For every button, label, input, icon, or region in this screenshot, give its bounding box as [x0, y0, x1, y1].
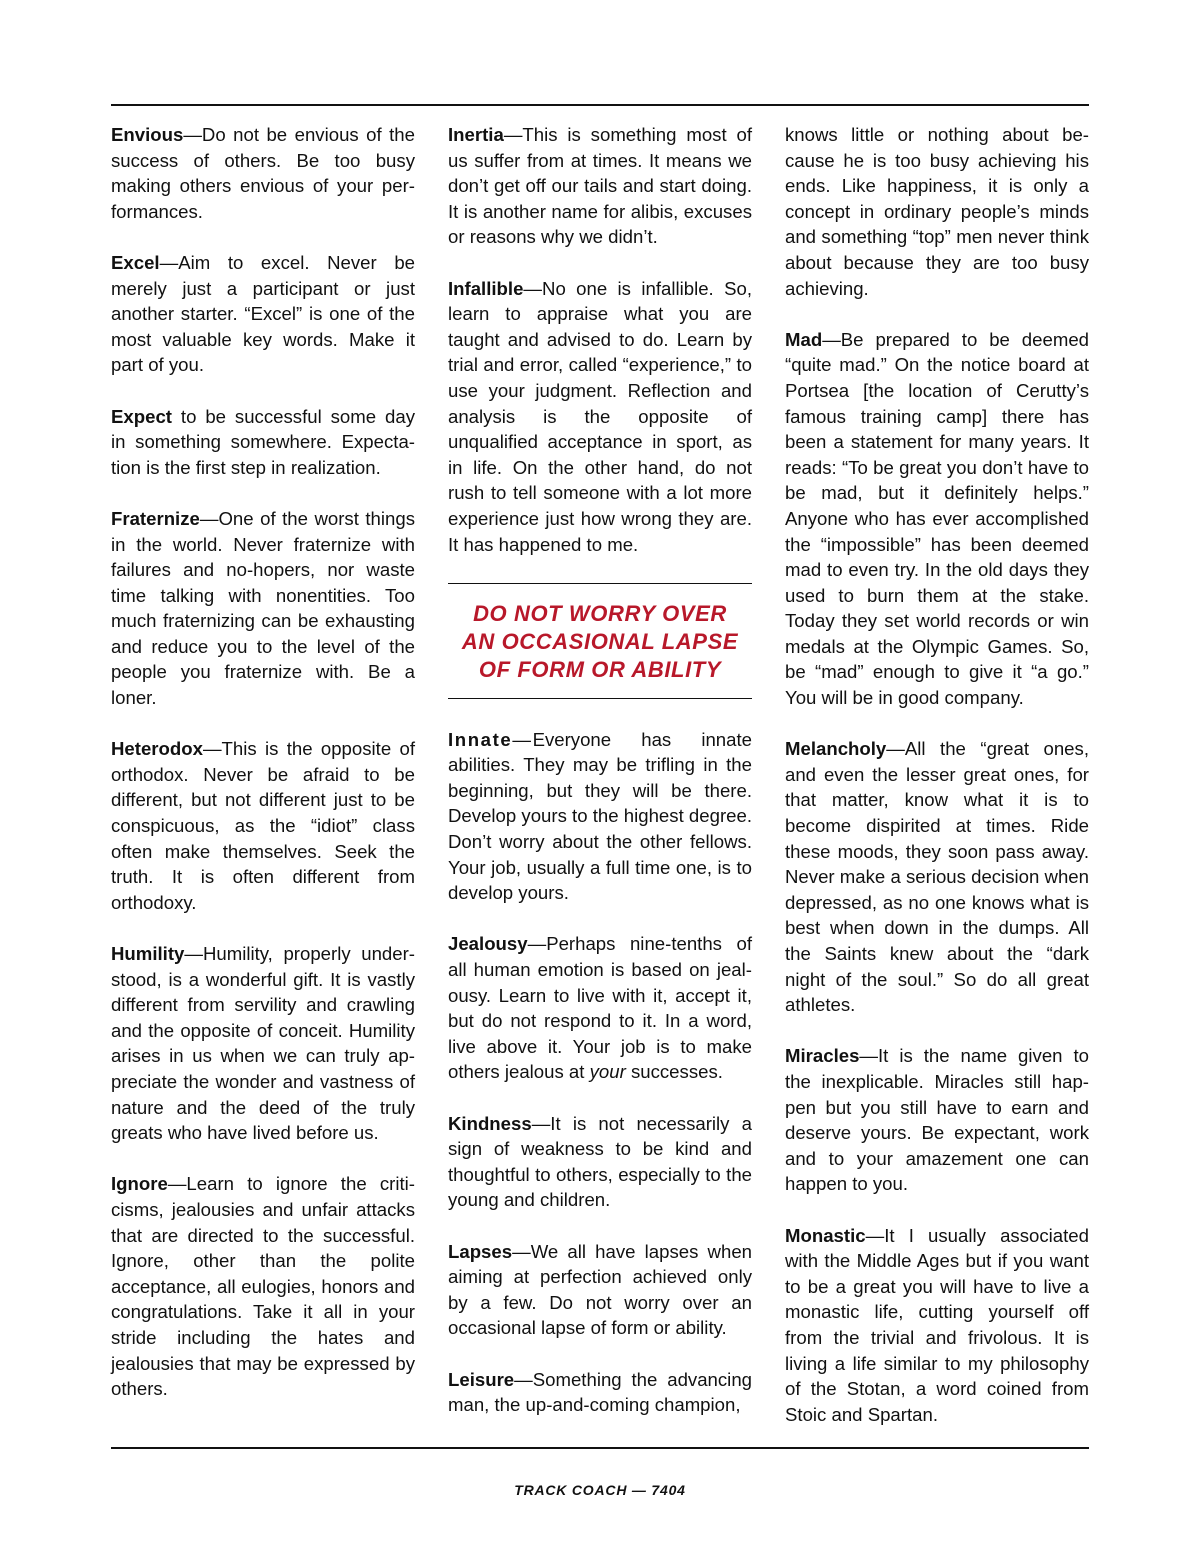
entry-expect: Expect to be successful some day in something somewhere. Expectation is the first step in realization.: [111, 405, 415, 478]
entry-excel: Excel—Aim to excel. Never be merely just a participant or just another starter. “Excel” is one of the most valuable key words. Make it part of you.: [111, 251, 415, 376]
entry-innate: Innate—Everyone has innate abilities. They may be trifling in the beginning, but they will be there. Develop yours to the highest degree. Don’t worry about the other fellows. Your job, usually a full time one, is to develop yours.: [448, 728, 752, 904]
pull-quote-line-2: AN OCCASIONAL LAPSE: [461, 628, 739, 654]
entry-humility: Humility—Humility, properly understood, is a wonderful gift. It is vastly different from servility and crawling and the opposite of conceit. Humility arises in us when we can truly appreciate the wonder and vastness of nature and the deed of the truly greats who have lived before us.: [111, 943, 415, 1144]
page-footer: TRACK COACH — 7404: [514, 1482, 686, 1498]
pull-quote: [448, 583, 752, 699]
entry-mad: Mad—Be prepared to be deemed “quite mad.” On the notice board at Portsea [the location of Cerutty’s famous training camp] there has been a statement for many years. It reads: “To be great you don’t have to be mad, but it definitely helps.” Anyone who has ever accomplished the “impossible” has been deemed mad to even try. In the old days they used to burn them at the stake. Today they set world records or win medals at the Olympic Games. So, be “mad” enough to give it “a go.” You will be in good company.: [785, 328, 1089, 709]
column-2: [448, 122, 752, 1418]
entry-envious: Envious—Do not be envious of the success of others. Be too busy making others envious of your performances.: [111, 124, 415, 222]
bottom-rule: [111, 1447, 1089, 1449]
entry-monastic: Monastic—It I usually associated with the Middle Ages but if you want to be a great you will have to live a monastic life, cutting yourself off from the trivial and frivolous. It is living a life similar to my philosophy of the Stotan, a word coined from Stoic and Spartan.: [785, 1224, 1089, 1425]
pull-quote-line-3: OF FORM OR ABILITY: [478, 656, 722, 682]
column-3: [785, 122, 1089, 1427]
entry-lapses: Lapses—We all have lapses when aiming at perfection achieved only by a few. Do not worry over an occasional lapse of form or ability.: [448, 1240, 752, 1339]
entry-leisure: Leisure—Something the advancing man, the up-and-coming champion,: [448, 1368, 752, 1416]
entry-melancholy: Melancholy—All the “great ones, and even the lesser great ones, for that matter, know what it is to become dispirited at times. Ride these moods, they soon pass away. Never make a serious decision when depressed, as no one knows what is best when down in the dumps. All the Saints knew about the “dark night of the soul.” So do all great athletes.: [785, 738, 1089, 1016]
entry-infallible: Infallible—No one is infallible. So, learn to appraise what you are taught and advised to do. Learn by trial and error, called “experience,” to use your judgment. Reflection and analysis is the opposite of unqualified acceptance in sport, as in life. On the other hand, do not rush to tell someone with a lot more experience just how wrong they are. It has happened to me.: [448, 277, 752, 555]
entry-kindness: Kindness—It is not necessarily a sign of weakness to be kind and thoughtful to others, especially to the young and children.: [448, 1112, 752, 1211]
pull-quote-line-1: DO NOT WORRY OVER: [473, 600, 727, 626]
entry-leisure-continued: knows little or nothing about because he is too busy achieving his ends. Like happiness, it is only a concept in ordinary people’s minds and something “top” men never think about because they are too busy achieving.: [785, 124, 1089, 299]
top-rule: [111, 104, 1089, 106]
column-1: [111, 122, 415, 1402]
entry-miracles: Miracles—It is the name given to the inexplicable. Miracles still happen but you still have to earn and deserve yours. Be expectant, work and to your amazement one can happen to you.: [785, 1045, 1089, 1195]
entry-ignore: Ignore—Learn to ignore the criticisms, jealousies and unfair attacks that are directed to the successful. Ignore, other than the polite acceptance, all eulogies, honors and congratulations. Take it all in your stride including the hates and jealousies that may be expressed by others.: [111, 1173, 415, 1400]
entry-jealousy: Jealousy—Perhaps nine-tenths of all human emotion is based on jealousy. Learn to live with it, accept it, but do not respond to it. In a word, live above it. Your job is to make others jealous at your successes.: [448, 933, 752, 1083]
entry-inertia: Inertia—This is something most of us suffer from at times. It means we don’t get off our tails and start doing. It is another name for alibis, excuses or reasons why we didn’t.: [448, 124, 752, 248]
entry-fraternize: Fraternize—One of the worst things in the world. Never fraternize with failures and no-hopers, nor waste time talking with nonentities. Too much fraternizing can be exhausting and reduce you to the level of the people you fraternize with. Be a loner.: [111, 507, 415, 709]
entry-heterodox: Heterodox—This is the opposite of orthodox. Never be afraid to be different, but not different just to be conspicuous, as the “idiot” class often make themselves. Seek the truth. It is often different from orthodoxy.: [111, 738, 415, 913]
